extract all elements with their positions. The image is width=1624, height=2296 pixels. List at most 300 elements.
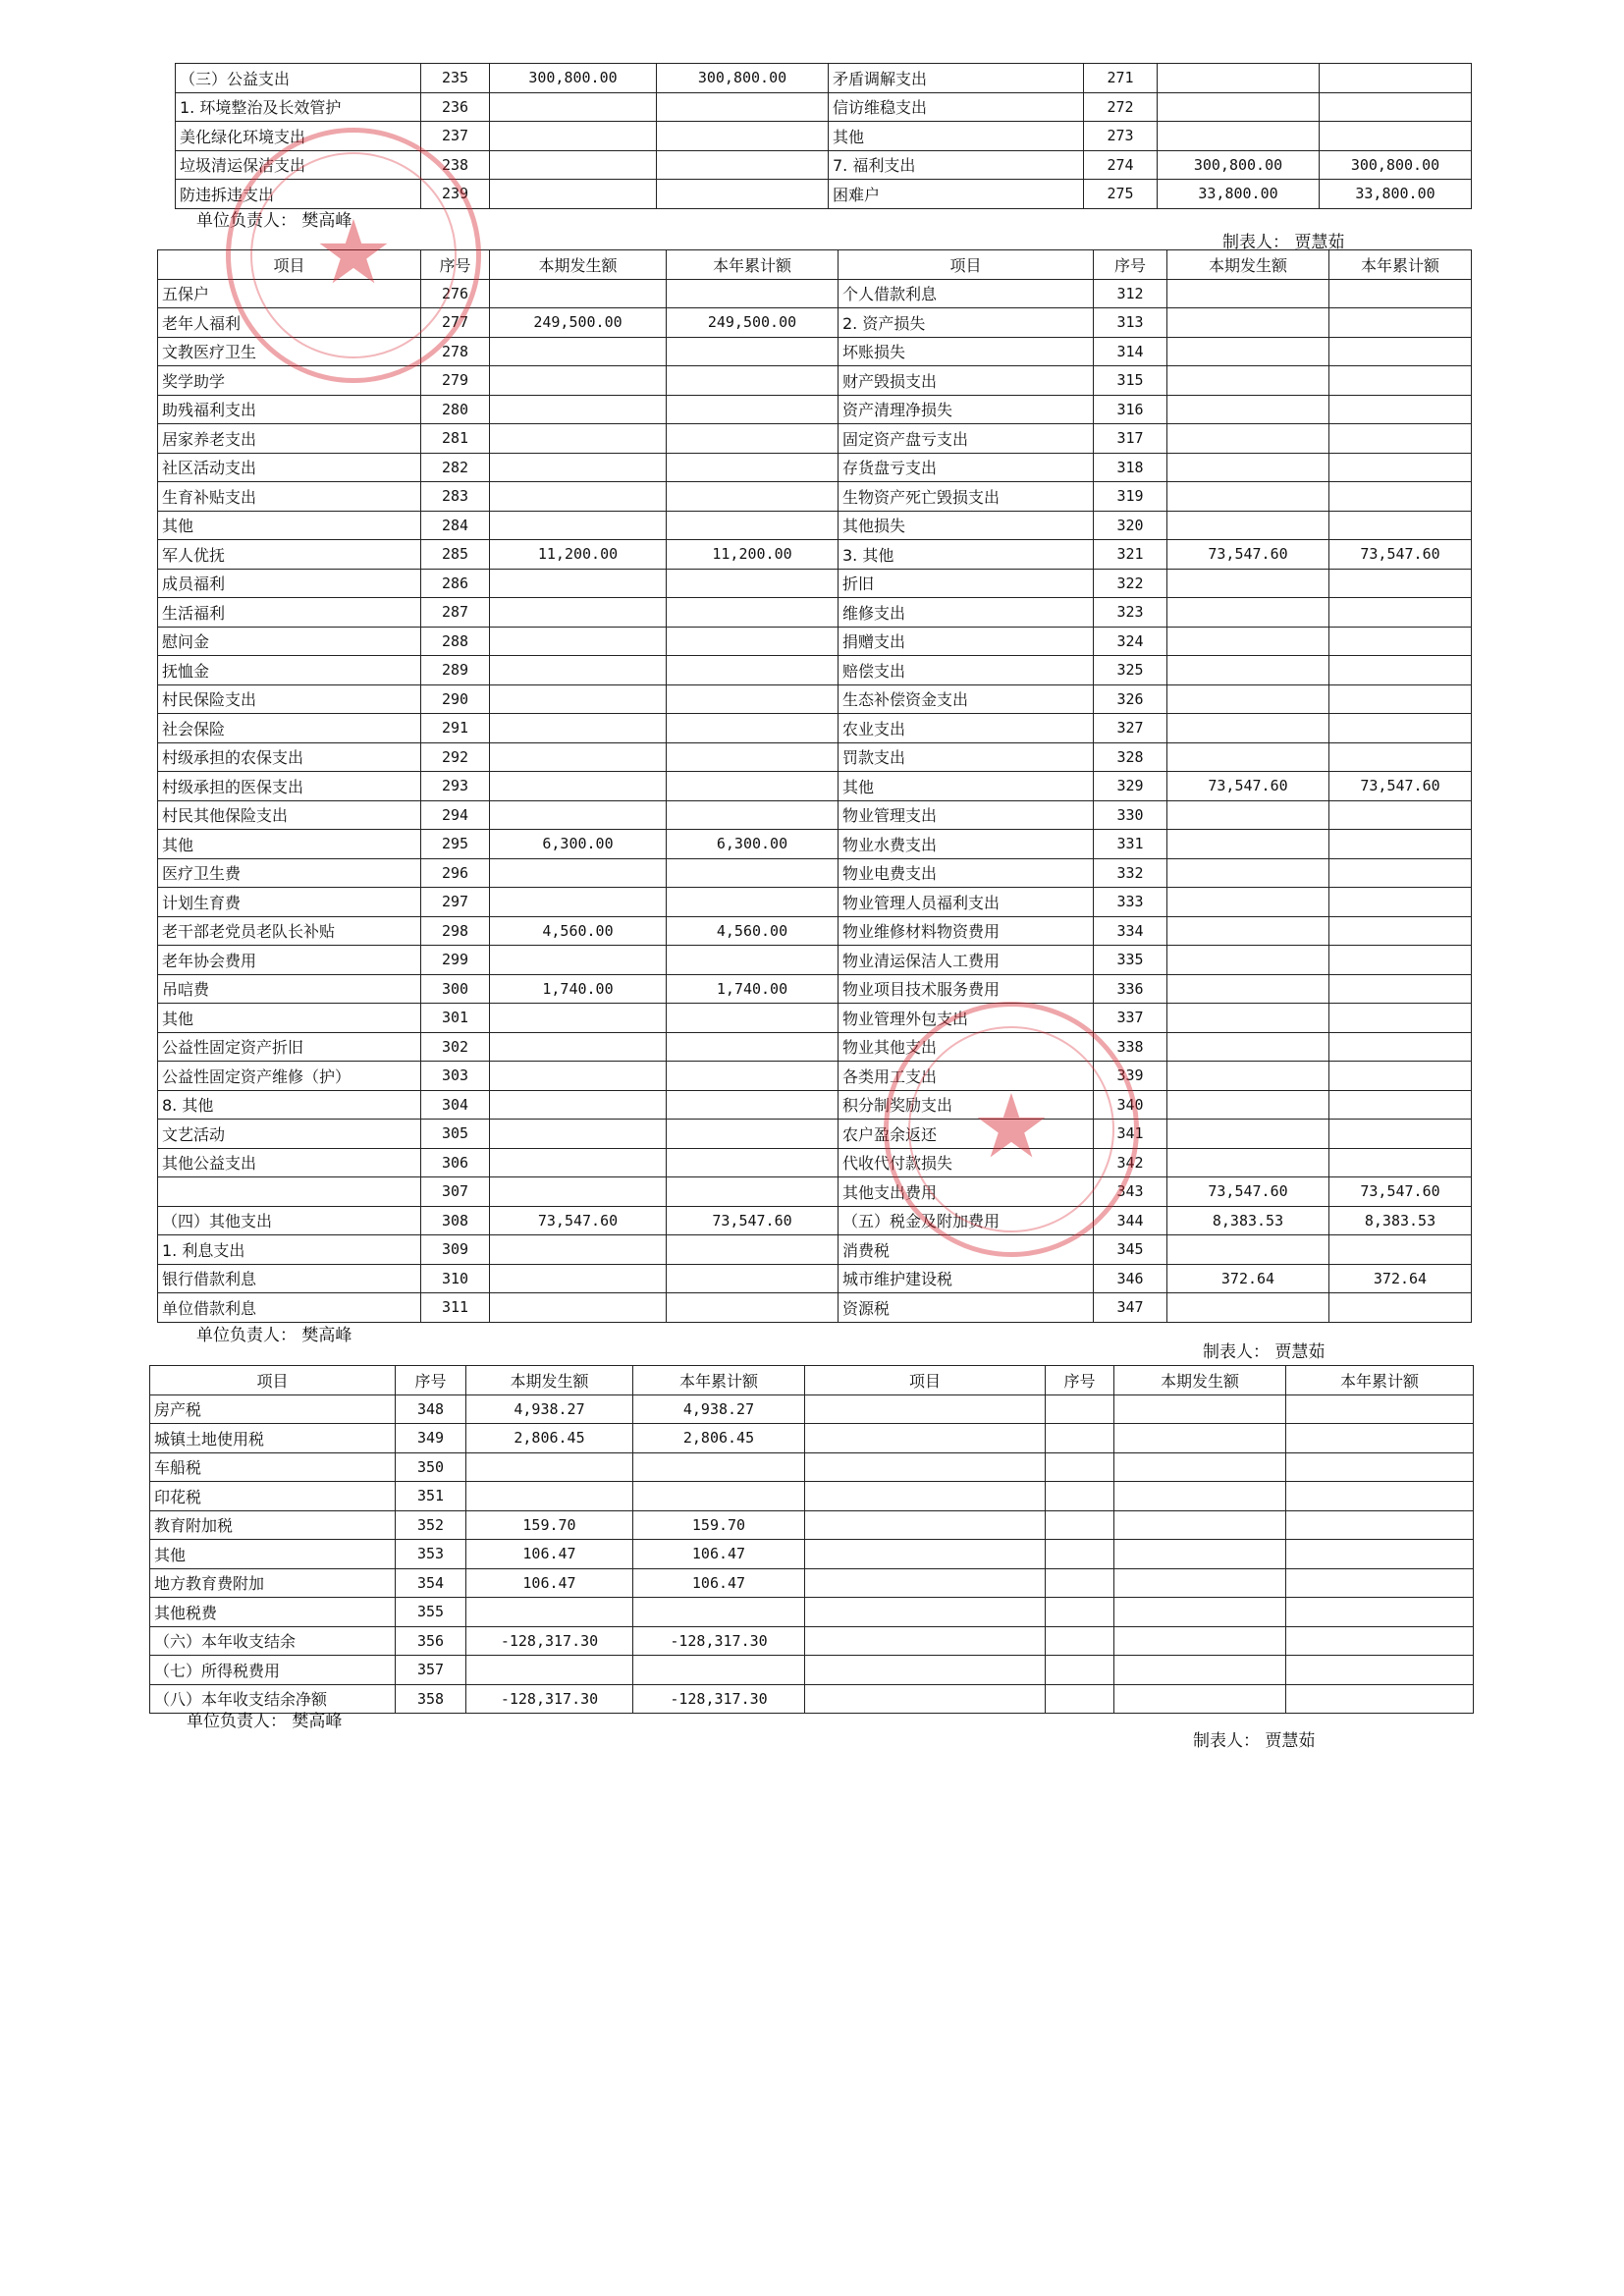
row-ytd: 8,383.53	[1329, 1206, 1472, 1235]
row-item: 村级承担的医保支出	[158, 772, 421, 801]
row-seq: 283	[421, 482, 490, 512]
row-seq: 332	[1094, 858, 1167, 888]
row-current	[490, 279, 667, 308]
row-current	[1167, 916, 1329, 946]
row-item: 物业水费支出	[839, 830, 1094, 859]
row-current: 8,383.53	[1167, 1206, 1329, 1235]
row-ytd	[1329, 888, 1472, 917]
empty-cell	[1046, 1626, 1114, 1656]
row-item: 7. 福利支出	[829, 150, 1084, 180]
table-row	[150, 1510, 1474, 1540]
row-ytd	[667, 656, 839, 685]
row-seq: 316	[1094, 395, 1167, 424]
row-ytd	[667, 1293, 839, 1323]
empty-cell	[805, 1568, 1046, 1598]
row-ytd	[1329, 684, 1472, 714]
header-ytd: 本年累计额	[633, 1366, 805, 1395]
row-current: 6,300.00	[490, 830, 667, 859]
row-seq: 294	[421, 800, 490, 830]
row-ytd	[1329, 916, 1472, 946]
row-current	[1158, 122, 1320, 151]
row-current	[1167, 279, 1329, 308]
row-current: 1,740.00	[490, 974, 667, 1004]
row-item: 资产清理净损失	[839, 395, 1094, 424]
row-ytd: 4,560.00	[667, 916, 839, 946]
row-item: （六）本年收支结余	[150, 1626, 396, 1656]
table-row	[176, 64, 1472, 93]
row-item: 信访维稳支出	[829, 92, 1084, 122]
row-ytd	[667, 888, 839, 917]
row-ytd	[667, 772, 839, 801]
empty-cell	[1286, 1598, 1474, 1627]
row-ytd	[1329, 279, 1472, 308]
row-ytd	[1329, 1090, 1472, 1120]
row-item: 代收代付款损失	[839, 1148, 1094, 1177]
empty-cell	[1114, 1424, 1286, 1453]
row-current	[490, 858, 667, 888]
row-seq: 314	[1094, 337, 1167, 366]
row-ytd	[1329, 395, 1472, 424]
row-seq: 292	[421, 742, 490, 772]
row-item: 坏账损失	[839, 337, 1094, 366]
row-current	[1167, 1235, 1329, 1265]
table-row	[158, 974, 1472, 1004]
row-current	[1167, 511, 1329, 540]
row-current: 4,938.27	[466, 1394, 633, 1424]
row-item: 个人借款利息	[839, 279, 1094, 308]
table-row	[150, 1452, 1474, 1482]
row-item: 村民其他保险支出	[158, 800, 421, 830]
table-row	[158, 1235, 1472, 1265]
empty-cell	[1286, 1540, 1474, 1569]
row-seq: 280	[421, 395, 490, 424]
row-current	[490, 656, 667, 685]
row-seq: 355	[396, 1598, 466, 1627]
row-item: 3. 其他	[839, 540, 1094, 570]
table-row	[150, 1626, 1474, 1656]
row-item: 其他	[158, 511, 421, 540]
row-ytd: 249,500.00	[667, 308, 839, 338]
row-current	[1167, 1004, 1329, 1033]
row-current	[490, 800, 667, 830]
empty-cell	[1114, 1598, 1286, 1627]
row-seq: 301	[421, 1004, 490, 1033]
header-current: 本期发生额	[466, 1366, 633, 1395]
empty-cell	[1286, 1568, 1474, 1598]
seal-star-icon: ★	[971, 1075, 1052, 1178]
row-current	[490, 511, 667, 540]
row-item: 1. 利息支出	[158, 1235, 421, 1265]
header-current: 本期发生额	[1114, 1366, 1286, 1395]
row-current	[490, 772, 667, 801]
row-current	[490, 424, 667, 454]
row-ytd	[1329, 1004, 1472, 1033]
row-item: 其他	[158, 830, 421, 859]
main-table	[157, 249, 1472, 1323]
row-ytd: 6,300.00	[667, 830, 839, 859]
row-ytd: -128,317.30	[633, 1684, 805, 1714]
row-item: 军人优抚	[158, 540, 421, 570]
row-item: 物业维修材料物资费用	[839, 916, 1094, 946]
row-seq: 350	[396, 1452, 466, 1482]
row-ytd	[1329, 424, 1472, 454]
empty-cell	[805, 1626, 1046, 1656]
row-seq: 295	[421, 830, 490, 859]
empty-cell	[1286, 1482, 1474, 1511]
row-ytd	[1329, 511, 1472, 540]
row-seq: 275	[1084, 180, 1158, 209]
row-seq: 272	[1084, 92, 1158, 122]
empty-cell	[1114, 1452, 1286, 1482]
row-current	[466, 1656, 633, 1685]
row-seq: 320	[1094, 511, 1167, 540]
row-ytd	[667, 1177, 839, 1207]
row-current: 33,800.00	[1158, 180, 1320, 209]
row-item: 单位借款利息	[158, 1293, 421, 1323]
row-ytd	[1329, 482, 1472, 512]
bottom-table-block	[149, 1365, 1473, 1714]
row-ytd	[1329, 627, 1472, 656]
row-seq: 347	[1094, 1293, 1167, 1323]
table-row	[158, 1177, 1472, 1207]
row-ytd	[1329, 337, 1472, 366]
row-ytd	[667, 279, 839, 308]
row-current: 11,200.00	[490, 540, 667, 570]
row-item: 城市维护建设税	[839, 1264, 1094, 1293]
empty-cell	[1046, 1540, 1114, 1569]
row-current	[1167, 742, 1329, 772]
row-current	[490, 453, 667, 482]
table-row	[150, 1482, 1474, 1511]
row-seq: 300	[421, 974, 490, 1004]
table-row	[150, 1656, 1474, 1685]
empty-cell	[1046, 1452, 1114, 1482]
row-seq: 303	[421, 1062, 490, 1091]
row-item: 罚款支出	[839, 742, 1094, 772]
row-current: 106.47	[466, 1540, 633, 1569]
row-current	[1167, 1120, 1329, 1149]
row-seq: 287	[421, 598, 490, 628]
row-item: 其他支出费用	[839, 1177, 1094, 1207]
row-current	[490, 627, 667, 656]
row-ytd: -128,317.30	[633, 1626, 805, 1656]
table-row	[158, 684, 1472, 714]
row-seq: 277	[421, 308, 490, 338]
row-item: 生物资产死亡毁损支出	[839, 482, 1094, 512]
row-seq: 357	[396, 1656, 466, 1685]
row-current	[490, 180, 657, 209]
row-current	[490, 150, 657, 180]
row-seq: 293	[421, 772, 490, 801]
row-current	[490, 888, 667, 917]
row-current	[1167, 714, 1329, 743]
row-seq: 236	[421, 92, 490, 122]
table-row	[150, 1394, 1474, 1424]
empty-cell	[1046, 1656, 1114, 1685]
row-item: 公益性固定资产折旧	[158, 1032, 421, 1062]
empty-cell	[1286, 1452, 1474, 1482]
row-ytd	[1329, 946, 1472, 975]
table-row	[158, 916, 1472, 946]
row-seq: 288	[421, 627, 490, 656]
row-current	[1167, 1293, 1329, 1323]
row-item: 生育补贴支出	[158, 482, 421, 512]
row-ytd: 159.70	[633, 1510, 805, 1540]
row-ytd	[633, 1482, 805, 1511]
preparer: 制表人： 贾慧茹	[1193, 1731, 1316, 1751]
row-seq: 302	[421, 1032, 490, 1062]
row-ytd	[1329, 1120, 1472, 1149]
row-current	[1167, 830, 1329, 859]
row-current	[1167, 974, 1329, 1004]
row-current: 73,547.60	[1167, 1177, 1329, 1207]
row-seq: 297	[421, 888, 490, 917]
table-row	[158, 888, 1472, 917]
empty-cell	[1286, 1626, 1474, 1656]
row-ytd	[1329, 830, 1472, 859]
row-current: 73,547.60	[1167, 772, 1329, 801]
row-seq: 323	[1094, 598, 1167, 628]
table-row	[158, 858, 1472, 888]
row-item: 社区活动支出	[158, 453, 421, 482]
row-seq: 276	[421, 279, 490, 308]
row-ytd: 4,938.27	[633, 1394, 805, 1424]
row-item: 维修支出	[839, 598, 1094, 628]
responsible-person: 单位负责人： 樊高峰	[196, 1326, 352, 1345]
row-seq: 238	[421, 150, 490, 180]
empty-cell	[1114, 1568, 1286, 1598]
preparer: 制表人： 贾慧茹	[1203, 1342, 1326, 1362]
header-ytd: 本年累计额	[667, 250, 839, 280]
row-item: 吊唁费	[158, 974, 421, 1004]
row-current	[1167, 1090, 1329, 1120]
row-current	[1167, 858, 1329, 888]
row-item: 社会保险	[158, 714, 421, 743]
row-item: 生活福利	[158, 598, 421, 628]
row-seq: 345	[1094, 1235, 1167, 1265]
table-row	[158, 1062, 1472, 1091]
table-row	[158, 511, 1472, 540]
table-row	[158, 598, 1472, 628]
row-seq: 289	[421, 656, 490, 685]
row-item: （五）税金及附加费用	[839, 1206, 1094, 1235]
row-current	[1167, 366, 1329, 396]
row-current	[1167, 888, 1329, 917]
responsible-person: 单位负责人： 樊高峰	[196, 211, 352, 231]
header-item: 项目	[805, 1366, 1046, 1395]
row-current	[490, 1264, 667, 1293]
row-current	[466, 1452, 633, 1482]
empty-cell	[805, 1452, 1046, 1482]
row-seq: 308	[421, 1206, 490, 1235]
row-seq: 274	[1084, 150, 1158, 180]
row-current	[490, 598, 667, 628]
row-current	[490, 395, 667, 424]
table-row	[158, 627, 1472, 656]
row-ytd	[633, 1656, 805, 1685]
row-item: 各类用工支出	[839, 1062, 1094, 1091]
row-ytd	[667, 742, 839, 772]
row-ytd	[1329, 569, 1472, 598]
row-ytd	[667, 1032, 839, 1062]
row-item: 地方教育费附加	[150, 1568, 396, 1598]
table-row	[176, 92, 1472, 122]
row-current	[1167, 1062, 1329, 1091]
row-current	[1167, 569, 1329, 598]
row-seq: 330	[1094, 800, 1167, 830]
row-ytd: 106.47	[633, 1568, 805, 1598]
table-row	[150, 1540, 1474, 1569]
row-current	[490, 337, 667, 366]
row-current	[490, 1148, 667, 1177]
row-seq: 282	[421, 453, 490, 482]
empty-cell	[1286, 1424, 1474, 1453]
row-ytd	[1329, 366, 1472, 396]
row-seq: 342	[1094, 1148, 1167, 1177]
header-seq: 序号	[1094, 250, 1167, 280]
table-row	[158, 772, 1472, 801]
row-ytd	[1329, 453, 1472, 482]
row-current: -128,317.30	[466, 1626, 633, 1656]
table-row	[158, 1120, 1472, 1149]
row-item: 慰问金	[158, 627, 421, 656]
row-seq: 304	[421, 1090, 490, 1120]
row-seq: 273	[1084, 122, 1158, 151]
row-seq: 324	[1094, 627, 1167, 656]
row-seq: 352	[396, 1510, 466, 1540]
row-current	[466, 1482, 633, 1511]
row-item: 防违拆违支出	[176, 180, 421, 209]
empty-cell	[1046, 1598, 1114, 1627]
table-row	[150, 1568, 1474, 1598]
row-seq: 239	[421, 180, 490, 209]
row-ytd: 372.64	[1329, 1264, 1472, 1293]
row-ytd	[657, 180, 829, 209]
row-ytd	[657, 92, 829, 122]
row-ytd	[667, 511, 839, 540]
row-current	[490, 1235, 667, 1265]
row-item: 矛盾调解支出	[829, 64, 1084, 93]
row-seq: 305	[421, 1120, 490, 1149]
row-item: 成员福利	[158, 569, 421, 598]
row-ytd	[1329, 1293, 1472, 1323]
row-seq: 353	[396, 1540, 466, 1569]
row-seq: 331	[1094, 830, 1167, 859]
row-item: 助残福利支出	[158, 395, 421, 424]
row-item: 困难户	[829, 180, 1084, 209]
empty-cell	[805, 1510, 1046, 1540]
empty-cell	[805, 1656, 1046, 1685]
row-ytd	[1329, 800, 1472, 830]
header-row	[150, 1366, 1474, 1395]
header-seq: 序号	[396, 1366, 466, 1395]
row-ytd	[1329, 656, 1472, 685]
row-item: 其他	[839, 772, 1094, 801]
row-current	[1167, 482, 1329, 512]
row-item: 存货盘亏支出	[839, 453, 1094, 482]
empty-cell	[1286, 1394, 1474, 1424]
row-seq: 358	[396, 1684, 466, 1714]
row-seq: 309	[421, 1235, 490, 1265]
row-seq: 338	[1094, 1032, 1167, 1062]
row-ytd	[667, 684, 839, 714]
table-row	[158, 1032, 1472, 1062]
row-item: 文教医疗卫生	[158, 337, 421, 366]
row-current	[490, 366, 667, 396]
row-item: 计划生育费	[158, 888, 421, 917]
header-ytd: 本年累计额	[1329, 250, 1472, 280]
row-ytd: 300,800.00	[1320, 150, 1472, 180]
row-item: 其他公益支出	[158, 1148, 421, 1177]
row-seq: 296	[421, 858, 490, 888]
row-current: 73,547.60	[490, 1206, 667, 1235]
row-current	[466, 1598, 633, 1627]
table-row	[158, 714, 1472, 743]
table-row	[158, 424, 1472, 454]
table-row	[158, 1090, 1472, 1120]
table-row	[158, 800, 1472, 830]
row-current: 2,806.45	[466, 1424, 633, 1453]
empty-cell	[1286, 1510, 1474, 1540]
table-row	[158, 742, 1472, 772]
row-ytd: 73,547.60	[667, 1206, 839, 1235]
table-row	[150, 1598, 1474, 1627]
row-current: 300,800.00	[490, 64, 657, 93]
row-item: 村级承担的农保支出	[158, 742, 421, 772]
row-ytd: 300,800.00	[657, 64, 829, 93]
row-item: 资源税	[839, 1293, 1094, 1323]
row-item: 捐赠支出	[839, 627, 1094, 656]
row-ytd	[667, 1062, 839, 1091]
row-item: 赔偿支出	[839, 656, 1094, 685]
row-ytd	[667, 598, 839, 628]
row-item: 村民保险支出	[158, 684, 421, 714]
row-current: -128,317.30	[466, 1684, 633, 1714]
row-current	[1167, 453, 1329, 482]
bottom-table	[149, 1365, 1474, 1714]
row-current: 106.47	[466, 1568, 633, 1598]
row-current	[490, 1120, 667, 1149]
table-row	[158, 482, 1472, 512]
official-seal	[226, 128, 481, 383]
row-seq: 340	[1094, 1090, 1167, 1120]
row-item: 消费税	[839, 1235, 1094, 1265]
row-item: （三）公益支出	[176, 64, 421, 93]
empty-cell	[805, 1684, 1046, 1714]
row-seq: 271	[1084, 64, 1158, 93]
row-seq: 343	[1094, 1177, 1167, 1207]
row-current	[490, 92, 657, 122]
row-seq: 356	[396, 1626, 466, 1656]
table-row	[150, 1424, 1474, 1453]
empty-cell	[1114, 1540, 1286, 1569]
row-current	[1167, 656, 1329, 685]
row-current	[1158, 92, 1320, 122]
row-ytd	[667, 1264, 839, 1293]
header-seq: 序号	[421, 250, 490, 280]
row-seq: 285	[421, 540, 490, 570]
row-item: 教育附加税	[150, 1510, 396, 1540]
row-ytd	[1320, 64, 1472, 93]
row-ytd	[667, 627, 839, 656]
empty-cell	[1114, 1626, 1286, 1656]
row-item: 老年协会费用	[158, 946, 421, 975]
table-row	[158, 656, 1472, 685]
empty-cell	[1286, 1656, 1474, 1685]
row-item: 农业支出	[839, 714, 1094, 743]
row-current	[1167, 337, 1329, 366]
row-current	[490, 482, 667, 512]
